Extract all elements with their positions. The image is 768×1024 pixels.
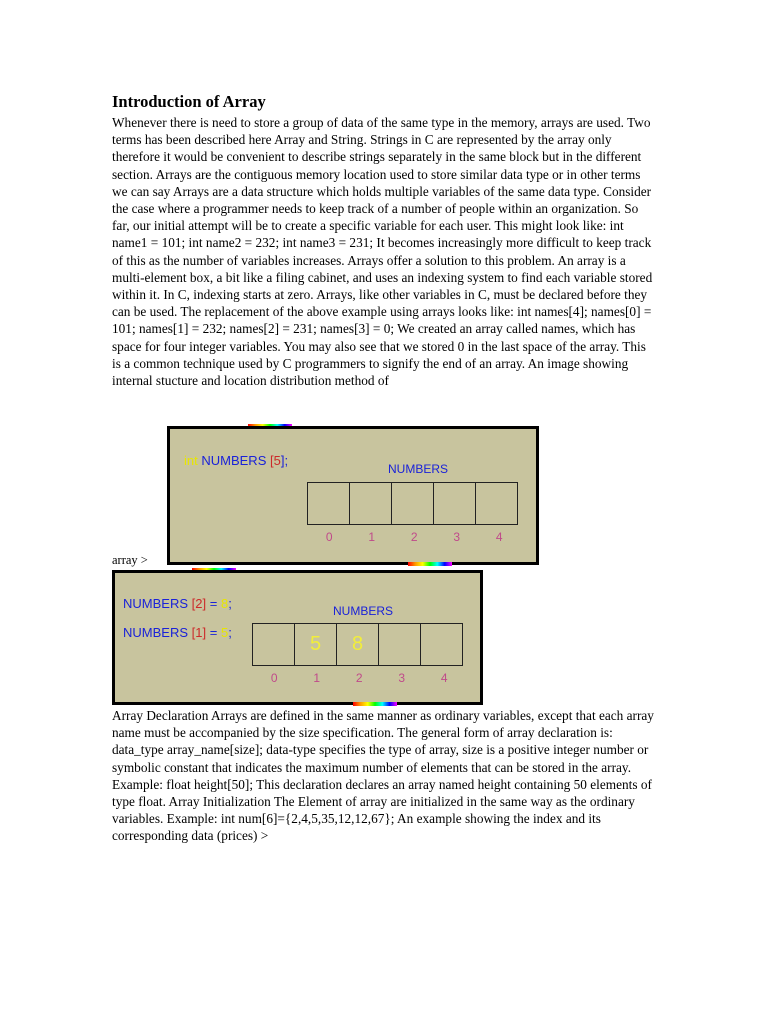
array-cell: 5 bbox=[294, 623, 337, 666]
code-open-bracket: [ bbox=[191, 596, 196, 611]
code-equals: = bbox=[206, 596, 221, 611]
array-index: 4 bbox=[495, 530, 503, 544]
array-cell bbox=[420, 623, 463, 666]
array-cells bbox=[308, 482, 518, 525]
code-index: 1 bbox=[195, 625, 203, 640]
array-cells bbox=[253, 623, 463, 666]
code-value: 8 bbox=[220, 596, 229, 611]
array-index: 2 bbox=[410, 530, 418, 544]
code-equals: = bbox=[206, 625, 221, 640]
code-semicolon: ; bbox=[228, 596, 232, 611]
assignment-code-line2 bbox=[123, 625, 232, 640]
code-open-bracket: [ bbox=[270, 453, 274, 468]
array-label: NUMBERS bbox=[333, 604, 394, 618]
code-index: 2 bbox=[195, 596, 203, 611]
figure-edge-highlight bbox=[408, 562, 452, 566]
array-index: 2 bbox=[355, 671, 363, 685]
code-array-name: NUMBERS bbox=[201, 453, 267, 468]
code-array-name: NUMBERS bbox=[123, 625, 189, 640]
array-index: 1 bbox=[313, 671, 321, 685]
code-close: ]; bbox=[280, 453, 289, 468]
array-index: 3 bbox=[398, 671, 406, 685]
code-value: 5 bbox=[220, 625, 229, 640]
array-indices bbox=[253, 671, 466, 685]
assignment-code-line1 bbox=[123, 596, 232, 611]
code-close-bracket: ] bbox=[202, 625, 207, 640]
array-cell bbox=[349, 482, 392, 525]
array-label: NUMBERS bbox=[388, 462, 449, 476]
array-cell bbox=[433, 482, 476, 525]
figure-caption: array > bbox=[112, 553, 148, 567]
array-cell bbox=[391, 482, 434, 525]
array-index: 1 bbox=[368, 530, 376, 544]
array-cell bbox=[378, 623, 421, 666]
array-cell bbox=[252, 623, 295, 666]
code-size: 5 bbox=[273, 453, 281, 468]
code-semicolon: ; bbox=[228, 625, 232, 640]
page-heading: Introduction of Array bbox=[112, 92, 266, 111]
array-cell bbox=[475, 482, 518, 525]
array-cell: 8 bbox=[336, 623, 379, 666]
array-cell bbox=[307, 482, 350, 525]
array-indices bbox=[308, 530, 521, 544]
array-index: 3 bbox=[453, 530, 461, 544]
intro-paragraph: Whenever there is need to store a group of data of the same type in the memory, arrays are used. Two terms has been described here Array and String. Strings in C are represented by the array only therefore it would be convenient to describe strings separately in the same block but in the different section. Arrays are the contiguous memory location used to store similar data type or in other terms we can say Arrays are a data structure which holds multiple variables of the same data type. Consider the case where a programmer needs to keep track of a number of people within an organization. So far, our initial attempt will be to create a specific variable for each user. This might look like: int name1 = 101; int name2 = 232; int name3 = 231; It becomes increasingly more difficult to keep track of this as the number of variables increases. Arrays offer a solution to this problem. An array is a multi-element box, a bit like a filing cabinet, and uses an indexing system to find each variable stored within it. In C, indexing starts at zero. Arrays, like other variables in C, must be declared before they can be used. The replacement of the above example using arrays looks like: int names[4]; names[0] = 101; names[1] = 232; names[2] = 231; names[3] = 0; We created an array called names, which has space for four integer variables. You may also see that we stored 0 in the last space of the array. This is a common technique used by C programmers to signify the end of an array. An image showing internal stucture and location distribution method of bbox=[112, 115, 653, 389]
array-declaration-figure bbox=[167, 426, 539, 565]
array-assignment-figure bbox=[112, 570, 483, 705]
declaration-code bbox=[184, 453, 288, 468]
figure-edge-highlight bbox=[353, 702, 397, 706]
code-keyword: int bbox=[184, 453, 198, 468]
code-close-bracket: ] bbox=[202, 596, 207, 611]
code-array-name: NUMBERS bbox=[123, 596, 189, 611]
declaration-paragraph: Array Declaration Arrays are defined in the same manner as ordinary variables, except that each array name must be accompanied by the size specification. The general form of array declaration is: data_type array_name[size]; data-type specifies the type of array, size is a positive integer number or symbolic constant that indicates the maximum number of elements that can be stored in the array. Example: float height[50]; This declaration declares an array named height containing 50 elements of type float. Array Initialization The Element of array are initialized in the same way as the ordinary variables. Example: int num[6]={2,4,5,35,12,12,67}; An example showing the index and its corresponding data (prices) > bbox=[112, 708, 654, 844]
code-open-bracket: [ bbox=[191, 625, 196, 640]
array-index: 4 bbox=[440, 671, 448, 685]
array-index: 0 bbox=[270, 671, 278, 685]
array-index: 0 bbox=[325, 530, 333, 544]
